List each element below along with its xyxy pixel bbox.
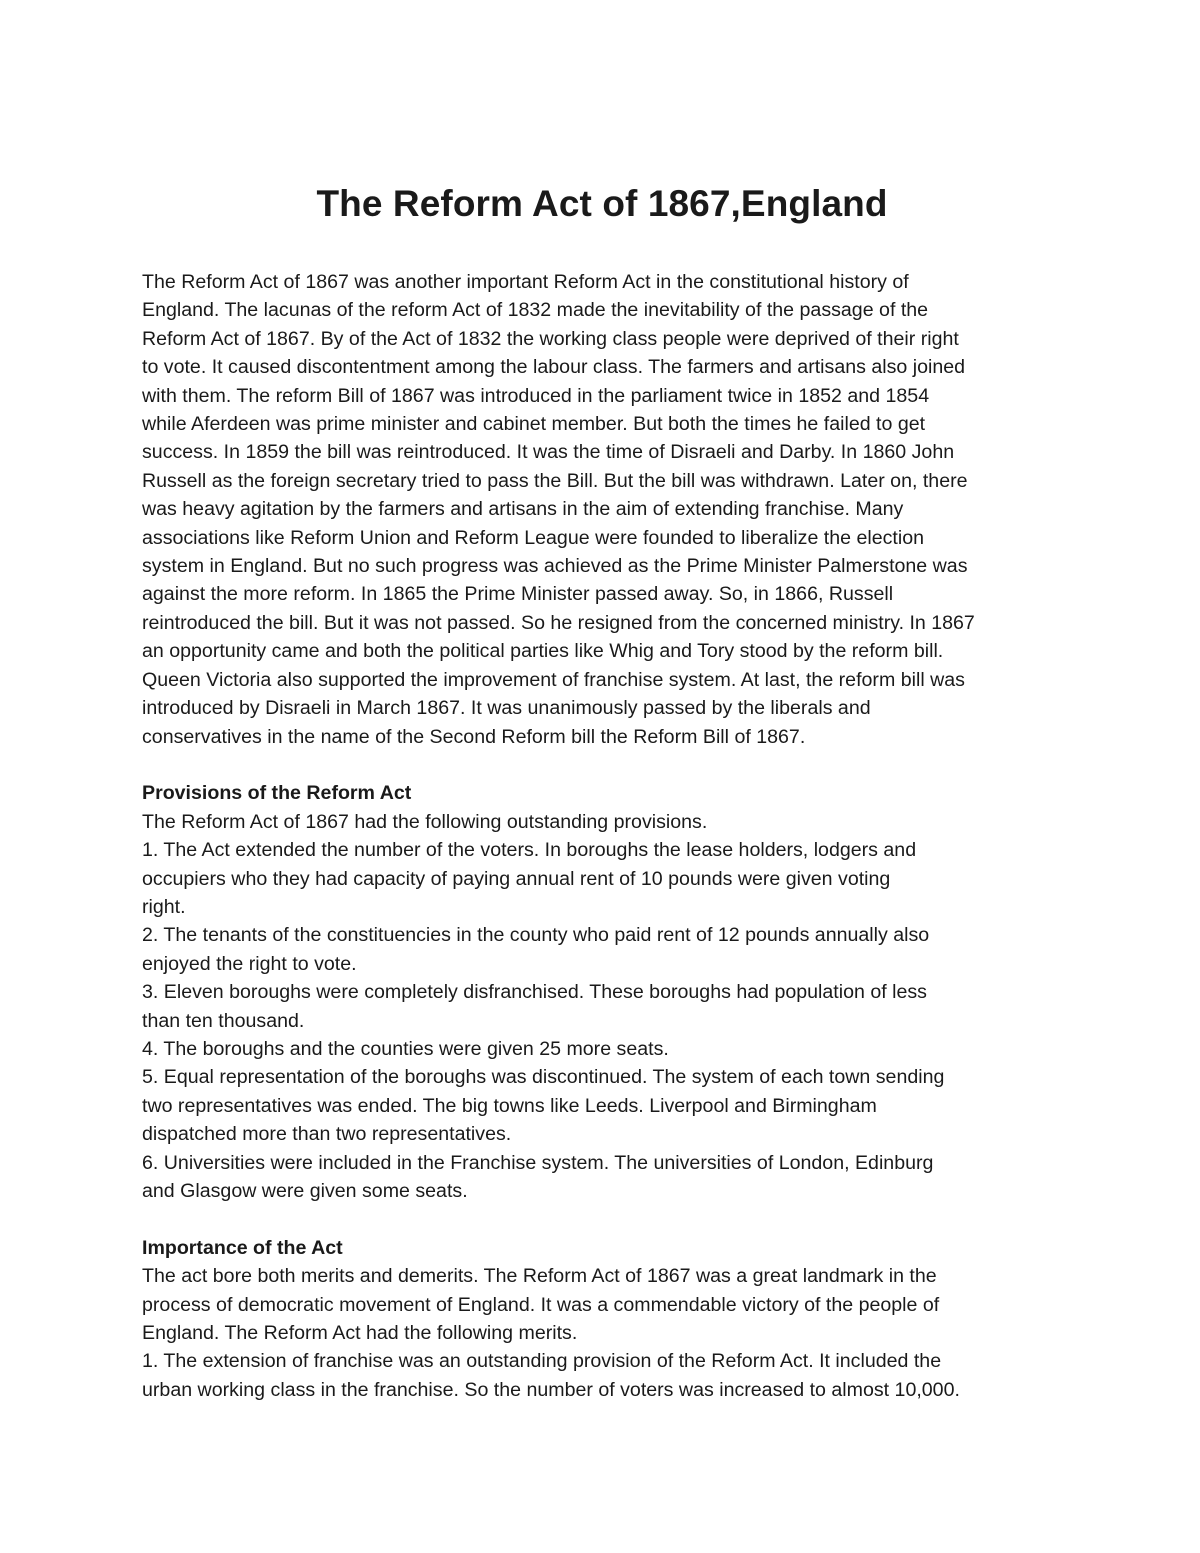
text-line: process of democratic movement of England. It was a commendable victory of the people of (142, 1293, 940, 1316)
importance-heading: Importance of the Act (142, 1236, 343, 1259)
provisions-section (142, 779, 1062, 1205)
text-line: 3. Eleven boroughs were completely disfranchised. These boroughs had population of less (142, 981, 927, 1004)
text-line: right. (142, 895, 186, 918)
text-line: Queen Victoria also supported the improvement of franchise system. At last, the reform bill was (142, 668, 965, 691)
text-line: system in England. But no such progress was achieved as the Prime Minister Palmerstone was (142, 555, 968, 578)
text-line: The Reform Act of 1867 had the following outstanding provisions. (142, 810, 708, 833)
text-line: urban working class in the franchise. So the number of voters was increased to almost 10,000. (142, 1378, 960, 1401)
text-line: enjoyed the right to vote. (142, 952, 357, 975)
text-line: Russell as the foreign secretary tried to pass the Bill. But the bill was withdrawn. Later on, there (142, 469, 968, 492)
text-line: than ten thousand. (142, 1009, 305, 1032)
text-line: associations like Reform Union and Reform League were founded to liberalize the election (142, 526, 925, 549)
text-line: 2. The tenants of the constituencies in the county who paid rent of 12 pounds annually also (142, 924, 930, 947)
text-line: 6. Universities were included in the Franchise system. The universities of London, Edinburg (142, 1151, 934, 1174)
paragraph-gap (142, 1205, 1062, 1233)
text-line: The Reform Act of 1867 was another important Reform Act in the constitutional history of (142, 271, 909, 293)
text-line: and Glasgow were given some seats. (142, 1179, 468, 1202)
text-line: two representatives was ended. The big towns like Leeds. Liverpool and Birmingham (142, 1094, 877, 1117)
document-title: The Reform Act of 1867,England (316, 183, 888, 224)
text-line: with them. The reform Bill of 1867 was introduced in the parliament twice in 1852 and 1854 (142, 384, 930, 407)
text-line: 4. The boroughs and the counties were given 25 more seats. (142, 1037, 669, 1060)
importance-section (142, 1234, 1062, 1404)
text-line: an opportunity came and both the political parties like Whig and Tory stood by the reform bill. (142, 640, 944, 663)
text-line: The act bore both merits and demerits. The Reform Act of 1867 was a great landmark in the (142, 1265, 937, 1288)
text-line: introduced by Disraeli in March 1867. It was unanimously passed by the liberals and (142, 697, 871, 720)
text-line: 1. The Act extended the number of the voters. In boroughs the lease holders, lodgers and (142, 839, 917, 862)
text-line: England. The lacunas of the reform Act of 1832 made the inevitability of the passage of the (142, 299, 929, 322)
intro-paragraph (142, 268, 1062, 751)
text-line: was heavy agitation by the farmers and artisans in the aim of extending franchise. Many (142, 498, 904, 521)
paragraph-gap (142, 751, 1062, 779)
text-line: reintroduced the bill. But it was not passed. So he resigned from the concerned ministry. In 1867 (142, 611, 975, 634)
text-line: against the more reform. In 1865 the Prime Minister passed away. So, in 1866, Russell (142, 583, 894, 606)
text-line: 1. The extension of franchise was an outstanding provision of the Reform Act. It included the (142, 1350, 942, 1373)
text-line: 5. Equal representation of the boroughs was discontinued. The system of each town sending (142, 1066, 945, 1089)
text-line: Reform Act of 1867. By of the Act of 1832 the working class people were deprived of their right (142, 327, 959, 350)
text-line: conservatives in the name of the Second Reform bill the Reform Bill of 1867. (142, 725, 806, 748)
provisions-heading: Provisions of the Reform Act (142, 782, 412, 805)
text-line: to vote. It caused discontentment among the labour class. The farmers and artisans also joined (142, 356, 966, 379)
document-page (142, 180, 1062, 1404)
text-line: success. In 1859 the bill was reintroduced. It was the time of Disraeli and Darby. In 1860 John (142, 441, 955, 464)
text-line: occupiers who they had capacity of paying annual rent of 10 pounds were given voting (142, 867, 891, 890)
text-line: while Aferdeen was prime minister and cabinet member. But both the times he failed to get (142, 413, 926, 436)
text-line: dispatched more than two representatives. (142, 1123, 512, 1146)
text-line: England. The Reform Act had the following merits. (142, 1322, 578, 1344)
